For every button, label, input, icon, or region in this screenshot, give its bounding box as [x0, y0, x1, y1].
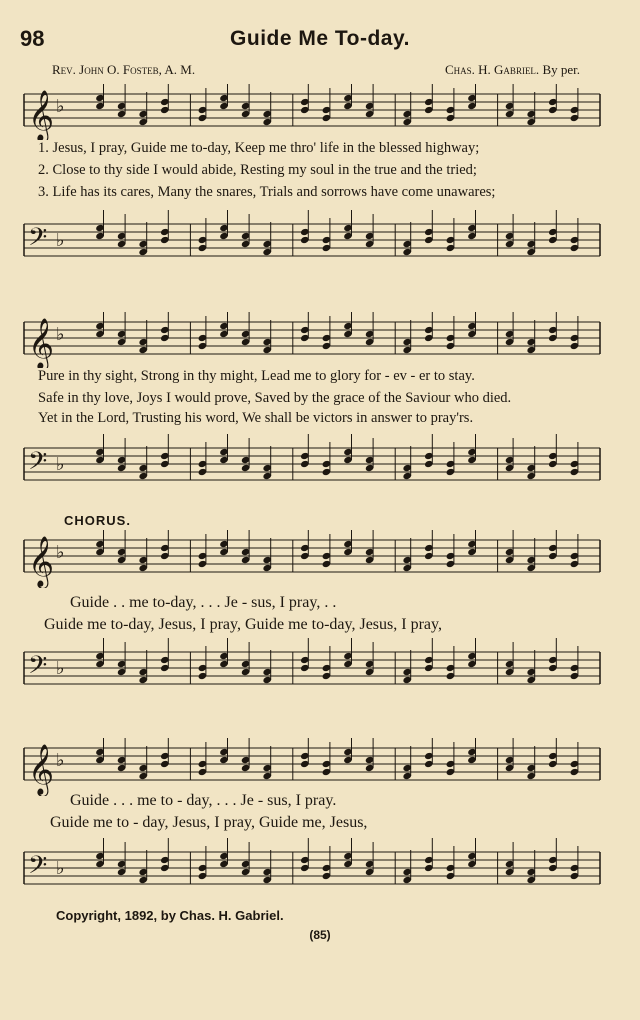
bass-staff-3	[22, 638, 604, 700]
treble-staff-3	[22, 530, 604, 588]
verse-line-6: Yet in the Lord, Trusting his word, We shall be victors in answer to pray'rs.	[38, 410, 474, 426]
treble-staff-2	[22, 312, 604, 368]
treble-staff-4	[22, 738, 604, 796]
page-number: 98	[20, 26, 45, 51]
composer-name: Chas. H. Gabriel.	[444, 62, 540, 77]
hymn-title: Guide Me To-day.	[230, 27, 410, 50]
treble-clef-icon: 𝄞	[28, 744, 55, 795]
treble-staff-1	[22, 84, 604, 140]
key-flat-icon: ♭	[56, 324, 65, 345]
verse-line-5: Safe in thy love, Joys I would prove, Saved by the grace of the Saviour who died.	[38, 390, 512, 406]
chorus-line-2: Guide me to-day, Jesus, I pray, Guide me to-day, Jesus, I pray,	[44, 616, 442, 633]
treble-clef-icon: 𝄞	[28, 318, 55, 368]
key-flat-icon: ♭	[56, 454, 65, 475]
composer-permission: By per.	[542, 62, 580, 77]
verse-line-1: 1. Jesus, I pray, Guide me to-day, Keep me thro' life in the blessed highway;	[38, 140, 480, 156]
chorus-line-4: Guide me to - day, Jesus, I pray, Guide me, Jesus,	[50, 814, 368, 831]
key-flat-icon: ♭	[56, 858, 65, 879]
bass-clef-icon: 𝄢	[28, 447, 48, 482]
bass-staff-1	[22, 210, 604, 270]
bass-clef-icon: 𝄢	[28, 851, 48, 886]
bass-staff-4	[22, 838, 604, 900]
footer-page-number: (85)	[309, 928, 331, 942]
bass-clef-icon: 𝄢	[28, 223, 48, 258]
chorus-line-3: Guide . . . me to - day, . . . Je - sus, I pray.	[70, 792, 337, 809]
verse-line-4: Pure in thy sight, Strong in thy might, Lead me to glory for - ev - er to stay.	[38, 368, 475, 384]
chorus-label: CHORUS.	[64, 513, 131, 528]
bass-clef-icon: 𝄢	[28, 651, 48, 686]
key-flat-icon: ♭	[56, 230, 65, 251]
treble-clef-icon: 𝄞	[28, 536, 55, 587]
key-flat-icon: ♭	[56, 658, 65, 679]
key-flat-icon: ♭	[56, 96, 65, 117]
composer-credit	[445, 62, 580, 78]
chorus-line-1: Guide . . me to-day, . . . Je - sus, I pray, . .	[70, 594, 337, 611]
treble-clef-icon: 𝄞	[28, 90, 55, 140]
bass-staff-2	[22, 434, 604, 494]
key-flat-icon: ♭	[56, 750, 65, 771]
copyright-notice: Copyright, 1892, by Chas. H. Gabriel.	[56, 908, 284, 923]
verse-line-3: 3. Life has its cares, Many the snares, Trials and sorrows have come unawares;	[38, 184, 496, 200]
verse-line-2: 2. Close to thy side I would abide, Resting my soul in the true and the tried;	[38, 162, 477, 178]
author-credit: Rev. John O. Fosteb, A. M.	[52, 62, 196, 77]
key-flat-icon: ♭	[56, 542, 65, 563]
